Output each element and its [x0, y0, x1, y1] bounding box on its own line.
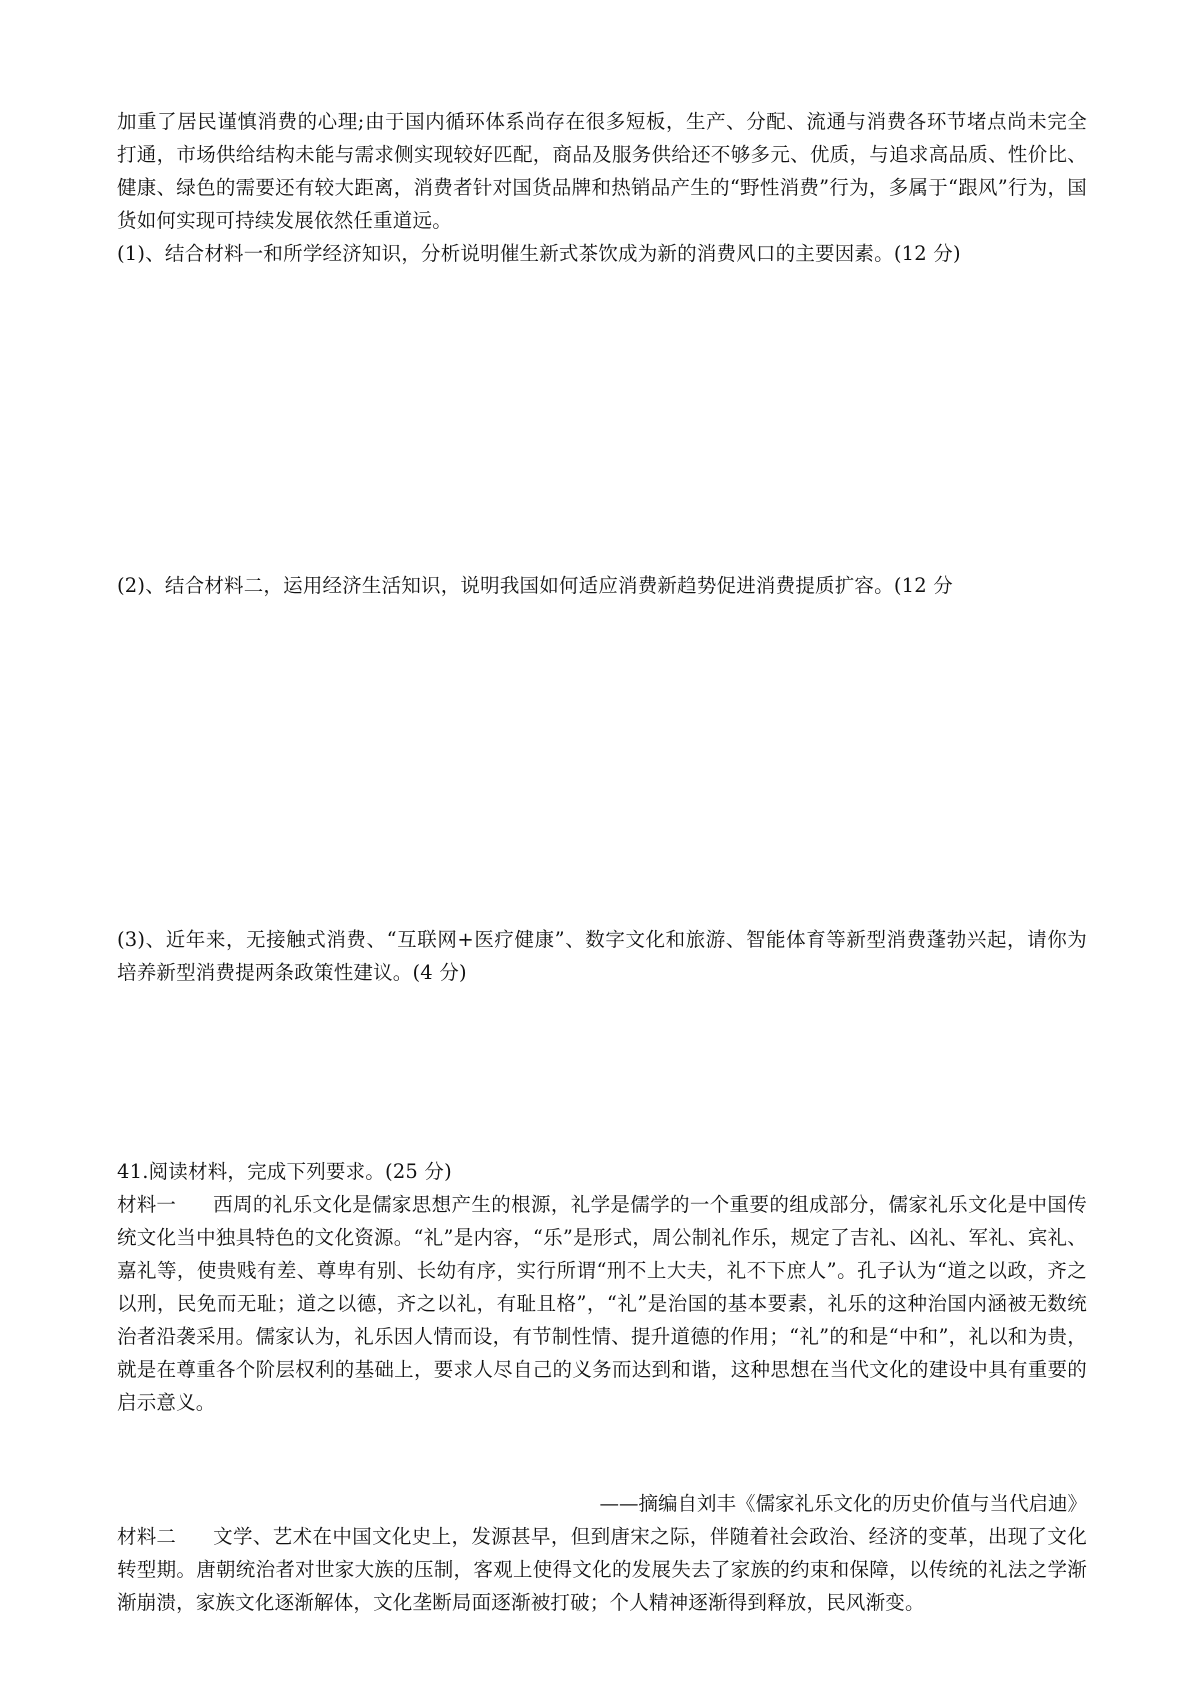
question-41-heading: 41.阅读材料，完成下列要求。(25 分): [117, 1160, 452, 1183]
material-1-source: ——摘编自刘丰《儒家礼乐文化的历史价值与当代启迪》: [599, 1492, 1087, 1515]
material-2-label: 材料二: [117, 1525, 177, 1548]
material-1-label: 材料一: [117, 1193, 177, 1216]
question-3: (3)、近年来，无接触式消费、“互联网+医疗健康”、数字文化和旅游、智能体育等新型消费蓬勃兴起，请你为培养新型消费提两条政策性建议。(4 分): [117, 928, 1087, 984]
question-1: (1)、结合材料一和所学经济知识，分析说明催生新式茶饮成为新的消费风口的主要因素。(12 分): [117, 242, 961, 265]
material-1: [117, 1188, 1087, 1419]
material-1-text: 西周的礼乐文化是儒家思想产生的根源，礼学是儒学的一个重要的组成部分，儒家礼乐文化是中国传统文化当中独具特色的文化资源。“礼”是内容，“乐”是形式，周公制礼作乐，规定了吉礼、凶礼、军礼、宾礼、嘉礼等，使贵贱有差、尊卑有别、长幼有序，实行所谓“刑不上大夫，礼不下庶人”。孔子认为“道之以政，齐之以刑，民免而无耻；道之以德，齐之以礼，有耻且格”，“礼”是治国的基本要素，礼乐的这种治国内涵被无数统治者沿袭采用。儒家认为，礼乐因人情而设，有节制性情、提升道德的作用；“礼”的和是“中和”，礼以和为贵，就是在尊重各个阶层权利的基础上，要求人尽自己的义务而达到和谐，这种思想在当代文化的建设中具有重要的启示意义。: [117, 1193, 1087, 1414]
question-2: (2)、结合材料二，运用经济生活知识，说明我国如何适应消费新趋势促进消费提质扩容。(12 分: [117, 574, 953, 597]
material-2: [117, 1520, 1087, 1619]
material-2-text: 文学、艺术在中国文化史上，发源甚早，但到唐宋之际，伴随着社会政治、经济的变革，出现了文化转型期。唐朝统治者对世家大族的压制，客观上使得文化的发展失去了家族的约束和保障，以传统的礼法之学渐渐崩溃，家族文化逐渐解体，文化垄断局面逐渐被打破；个人精神逐渐得到释放，民风渐变。: [117, 1525, 1087, 1614]
intro-paragraph: 加重了居民谨慎消费的心理;由于国内循环体系尚存在很多短板，生产、分配、流通与消费各环节堵点尚未完全打通，市场供给结构未能与需求侧实现较好匹配，商品及服务供给还不够多元、优质，与追求高品质、性价比、健康、绿色的需要还有较大距离，消费者针对国货品牌和热销品产生的“野性消费”行为，多属于“跟风”行为，国货如何实现可持续发展依然任重道远。: [117, 110, 1087, 232]
